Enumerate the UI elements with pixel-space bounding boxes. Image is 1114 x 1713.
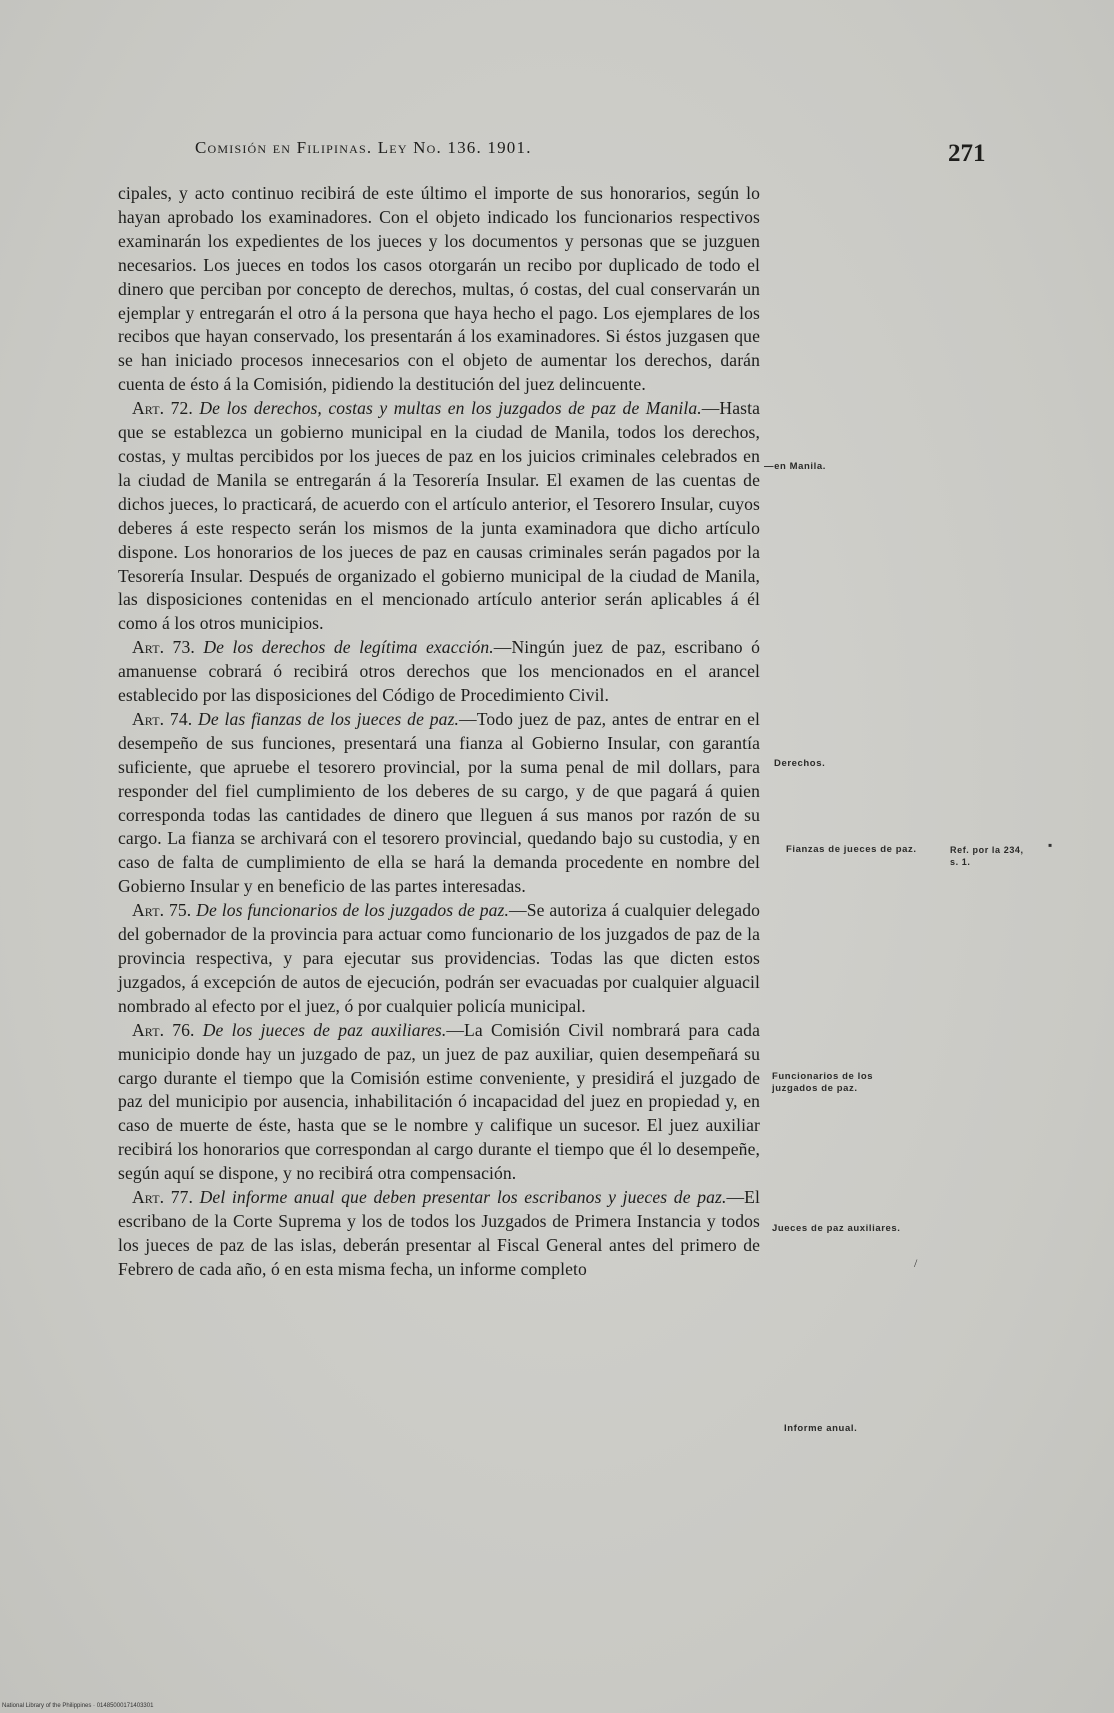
margin-note-en-manila: —en Manila. [764,461,827,472]
article-72 [118,397,760,636]
article-text: —Todo juez de paz, antes de entrar en el desempeño de sus funciones, presentará una fianza al Gobierno Insular, con garantía suficiente, que apruebe el tesorero provincial, por la suma penal de mil dollars, para responder del fiel cumplimiento de los deberes de su cargo, y de que pagará á quien corresponda todas las cantidades de dinero que lleguen á sus manos por razón de su cargo. La fianza se archivará con el tesorero provincial, quedando bajo su custodia, y en caso de falta de cumplimiento de ella se hará la demanda procedente en nombre del Gobierno Insular y en beneficio de las partes interesadas. [118,708,760,897]
continuation-paragraph: cipales, y acto continuo recibirá de este último el importe de sus honorarios, según lo hayan aprobado los examinadores. Con el objeto indicado los funcionarios respectivos examinarán los expedientes de los jueces y los documentos y personas que se juzguen necesarios. Los jueces en todos los casos otorgarán un recibo por duplicado de todo el dinero que perciban por concepto de derechos, multas, ó costas, del cual conservarán un ejemplar y entregarán el otro á la persona que haya hecho el pago. Los ejemplares de los recibos que hayan conservado, los presentarán á los examinadores. Si éstos juzgasen que se han iniciado procesos innecesarios con el objeto de aumentar los derechos, darán cuenta de ésto á la Comisión, pidiendo la destitución del juez delincuente. [118,183,760,395]
scan-footer: National Library of the Philippines · 01485000171403301 [2,1703,154,1709]
article-74 [118,708,760,899]
article-text: —El escribano de la Corte Suprema y los de todos los Juzgados de Primera Instancia y todos los jueces de paz de las islas, deberán presentar al Fiscal General antes del primero de Febrero de cada año, ó en esta misma fecha, un informe completo [118,1187,760,1279]
article-76 [118,1019,760,1186]
article-text: —La Comisión Civil nombrará para cada municipio donde hay un juzgado de paz, un juez de paz auxiliar, quien desempeñará su cargo durante el tiempo que la Comisión estime conveniente, y presidirá el juzgado de paz del municipio por ausencia, inhabilitación ó incapacidad del juez en propiedad y, en caso de muerte de éste, hasta que se le nombre y califique un sucesor. El juez auxiliar recibirá los honorarios que correspondan al cargo durante el tiempo que él lo desempeñe, según aquí se dispone, y no recibirá otra compensación. [118,1019,760,1184]
article-title: De los derechos de legítima exacción. [203,637,494,658]
margin-note-funcionarios: Funcionarios de los juzgados de paz. [772,1071,874,1094]
article-number: Art. 73. [132,637,195,658]
article-text: —Ningún juez de paz, escribano ó amanuense cobrará ó recibirá otros derechos que los mencionados en el arancel establecido por las disposiciones del Código de Procedimiento Civil. [118,637,761,706]
article-text: —Se autoriza á cualquier delegado del gobernador de la provincia para actuar como funcionario de los juzgados de paz de la provincia respectiva, y para ejecutar sus providencias. Todas las que dicten estos juzgados, á excepción de autos de ejecución, podrán ser evacuadas por cualquier alguacil nombrado al efecto por el juez, ó por cualquier policía municipal. [118,900,760,1016]
article-73 [118,636,760,708]
body-text [118,182,760,1282]
margin-note-fianzas: Fianzas de jueces de paz. [786,844,917,855]
stray-mark: ▪ [1048,838,1053,852]
running-head: Comisión en Filipinas. Ley No. 136. 1901. [195,138,532,157]
article-77 [118,1186,760,1282]
article-title: De los derechos, costas y multas en los juzgados de paz de Manila. [199,398,702,419]
article-number: Art. 76. [132,1019,195,1040]
article-number: Art. 77. [132,1187,194,1208]
article-number: Art. 74. [132,708,193,729]
article-title: Del informe anual que deben presentar los escribanos y jueces de paz. [199,1187,727,1208]
stray-mark: / [914,1256,918,1270]
margin-note-informe: Informe anual. [784,1423,858,1434]
article-text: —Hasta que se establezca un gobierno municipal en la ciudad de Manila, todos los derechos, costas, y multas percibidos por los jueces de paz en los juicios criminales celebrados en la ciudad de Manila se entregarán á la Tesorería Insular. El examen de las cuentas de dichos jueces, lo practicará, de acuerdo con el artículo anterior, el Tesorero Insular, cuyos deberes á este respecto serán los mismos de la junta examinadora que dicho artículo dispone. Los honorarios de los jueces de paz en causas criminales serán pagados por la Tesorería Insular. Después de organizado el gobierno municipal de la ciudad de Manila, las disposiciones contenidas en el mencionado artículo anterior serán aplicables á él como á los otros municipios. [118,398,760,634]
article-number: Art. 75. [132,900,192,921]
article-75 [118,899,760,1019]
margin-note-jueces-auxiliares: Jueces de paz auxiliares. [772,1223,901,1234]
margin-note-ref: Ref. por la 234, s. 1. [950,845,1024,867]
page-number: 271 [948,140,986,167]
article-title: De los funcionarios de los juzgados de paz. [196,900,509,921]
article-number: Art. 72. [132,398,193,419]
article-title: De los jueces de paz auxiliares. [202,1019,447,1040]
margin-note-derechos: Derechos. [774,758,826,769]
article-title: De las fianzas de los jueces de paz. [198,708,460,729]
